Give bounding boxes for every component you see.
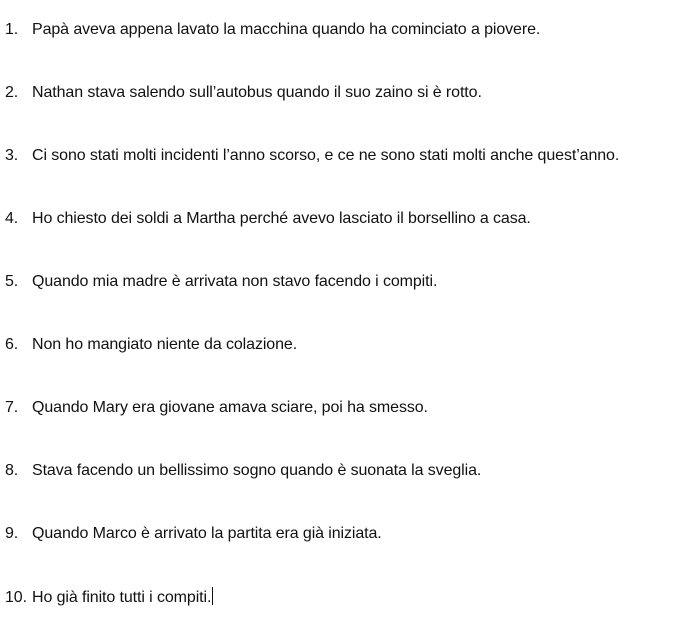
item-text: Quando mia madre è arrivata non stavo facendo i compiti. [32, 273, 438, 290]
list-item [5, 19, 540, 41]
list-item [5, 208, 531, 230]
list-item [5, 397, 428, 419]
list-item [5, 271, 437, 293]
item-number: 1. [5, 21, 19, 38]
list-item [5, 460, 481, 482]
item-number: 6. [5, 336, 19, 353]
item-text: Ho chiesto dei soldi a Martha perché avevo lasciato il borsellino a casa. [32, 210, 531, 227]
item-number: 9. [5, 525, 19, 542]
text-cursor [212, 587, 213, 605]
item-number: 5. [5, 273, 19, 290]
list-item [5, 587, 213, 609]
list-item [5, 145, 619, 167]
list-item [5, 82, 482, 104]
item-number: 7. [5, 399, 19, 416]
item-number: 8. [5, 462, 19, 479]
item-text: Quando Mary era giovane amava sciare, poi ha smesso. [32, 399, 428, 416]
item-text: Stava facendo un bellissimo sogno quando è suonata la sveglia. [32, 462, 482, 479]
item-number: 10. [5, 589, 27, 606]
list-item [5, 334, 297, 356]
item-number: 3. [5, 147, 19, 164]
item-text: Non ho mangiato niente da colazione. [32, 336, 298, 353]
item-number: 4. [5, 210, 19, 227]
item-text: Ci sono stati molti incidenti l’anno scorso, e ce ne sono stati molti anche quest’anno. [32, 147, 620, 164]
item-number: 2. [5, 84, 19, 101]
item-text: Quando Marco è arrivato la partita era già iniziata. [32, 525, 382, 542]
item-text: Ho già finito tutti i compiti. [32, 589, 212, 606]
item-text: Nathan stava salendo sull’autobus quando il suo zaino si è rotto. [32, 84, 482, 101]
list-item [5, 523, 382, 545]
item-text: Papà aveva appena lavato la macchina quando ha cominciato a piovere. [32, 21, 541, 38]
